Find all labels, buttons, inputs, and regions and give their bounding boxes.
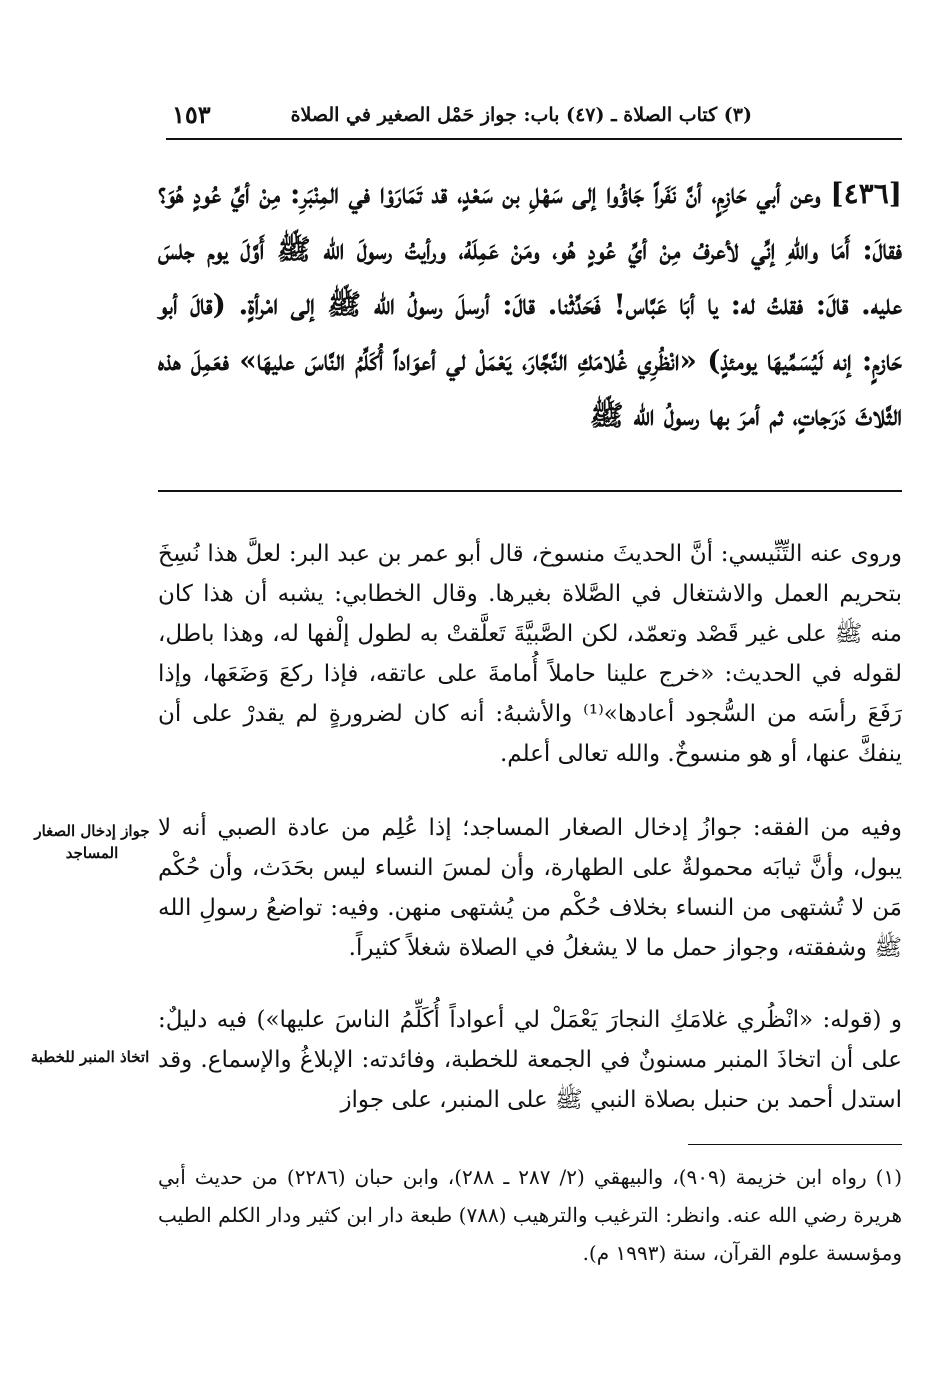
section-divider: [158, 490, 902, 492]
commentary-paragraph: و (قوله: «انْظُري غلامَكِ النجارَ يَعْمَلْ لي أعواداً أُكَلِّمُ الناسَ عليها») فيه دليلٌ: على أن اتخاذَ المنبر مسنونٌ في الجمعة للخطبة، وفائدته: الإبلاغُ والإسماع. وقد استدل أحمد بن حنبل بصلاة النبي ﷺ على المنبر، على جواز: [158, 1007, 902, 1113]
footnote: (١) رواه ابن خزيمة (٩٠٩)، والبيهقي (٢/ ٢٨٧ ـ ٢٨٨)، وابن حبان (٢٢٨٦) من حديث أبي هريرة رضي الله عنه. وانظر: الترغيب والترهيب (٧٨٨) طبعة دار ابن كثير ودار الكلم الطيب ومؤسسة علوم القرآن، سنة (١٩٩٣ م).: [158, 1165, 903, 1265]
page-number: ١٥٣: [172, 100, 211, 129]
hadith-text: [٤٣٦] وعن أبي حَازِمٍ، أنَّ نَفَراً جَاؤُوا إلى سَهْلِ بن سَعْدٍ، قد تَمَارَوْا في المِنْبَرِ: مِنْ أيِّ عُودٍ هُوَ؟ فقالَ: أَمَا واللهِ إنِّي لأعرفُ مِنْ أيِّ عُودٍ هُو، ومَنْ عَمِلَهُ، ورأيتُ رسولَ الله ﷺ أَوَّلَ يوم جلسَ عليه. قالَ: فقلتُ له: يا أبَا عَبَّاس! فَحَدِّثْنا. قالَ: أرسلَ رسولُ الله ﷺ إلى امْرأةٍ. (قالَ أبو حَازمٍ: إنه لَيُسَمِّيهَا يومئذٍ) «انْظُرِي غُلامَكِ النَّجَّارَ، يَعْمَلْ لي أعوَاداً أُكَلِّمُ النَّاسَ عليهَا» فعَمِلَ هذه الثَّلاثَ دَرَجاتٍ، ثم أمرَ بها رسولُ الله ﷺ: [158, 177, 903, 432]
page-header: [166, 98, 902, 140]
commentary-paragraph: وروى عنه التِّنِّيسي: أنَّ الحديثَ منسوخ، قال أبو عمر بن عبد البر: لعلَّ هذا نُسِخَ بتحريم العمل والاشتغال في الصَّلاة بغيرها. وقال الخطابي: يشبه أن هذا كان منه ﷺ على غير قَصْد وتعمّد، لكن الصَّبيَّةَ تَعلَّقتْ به لطول إلْفها له، وهذا باطل، لقوله في الحديث: «خرج علينا حاملاً أُمامةَ على عاتقه، فإذا ركعَ وَضَعَها، وإذا رَفَعَ رأسَه من السُّجود أعادها»⁽¹⁾ والأشبهُ: أنه كان لضرورةٍ لم يقدرْ على أن ينفكَّ عنها، أو هو منسوخٌ. والله تعالى أعلم.: [158, 541, 902, 767]
running-title: (٣) كتاب الصلاة ـ (٤٧) باب: جواز حَمْل الصغير في الصلاة: [290, 104, 752, 126]
commentary-paragraph: وفيه من الفقه: جوازُ إدخال الصغار المساجد؛ إذا عُلِم من عادة الصبي أنه لا يبول، وأنَّ ثيابَه محمولةٌ على الطهارة، وأن لمسَ النساء ليس بحَدَث، وأن حُكْم مَن لا تُشتهى من النساء بخلاف حُكْم من يُشتهى منهن. وفيه: تواضعُ رسولِ الله ﷺ وشفقته، وجواز حمل ما لا يشغلُ في الصلاة شغلاً كثيراً.: [158, 815, 902, 961]
margin-note: اتخاذ المنبر للخطبة: [30, 1048, 150, 1066]
margin-note: جواز إدخال الصغار المساجد: [34, 822, 150, 862]
footnote-divider: [688, 1144, 902, 1145]
